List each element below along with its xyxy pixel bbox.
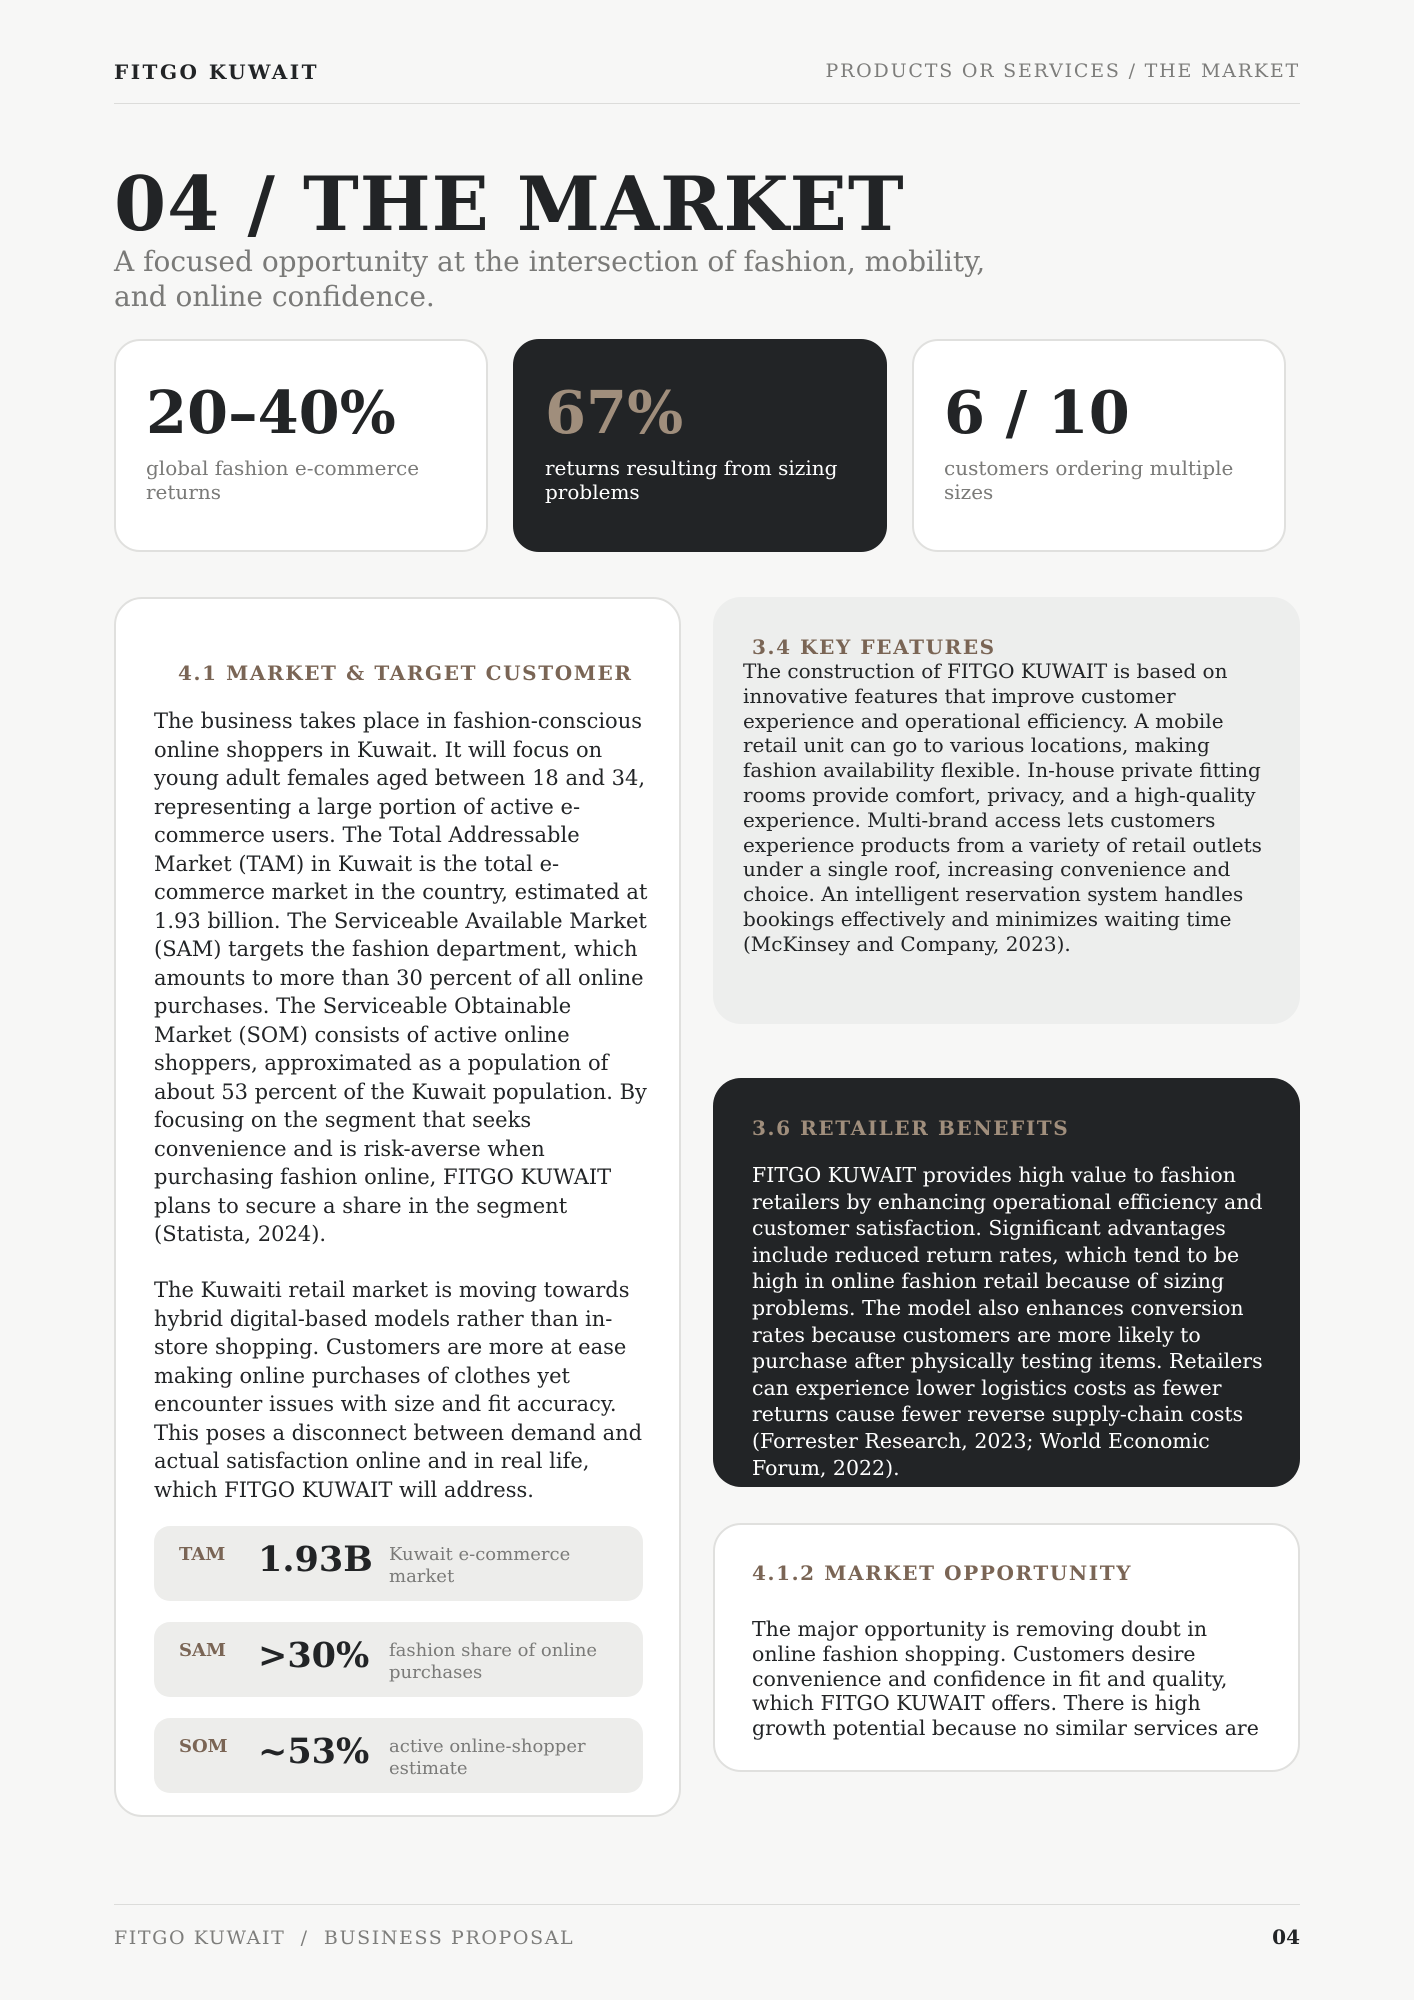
page-footer [114, 1904, 1300, 1949]
stat-card-multiple-sizes [912, 339, 1286, 552]
stat-card-returns [114, 339, 488, 552]
retailer-benefits-card [713, 1078, 1300, 1487]
metric-row-sam [154, 1622, 643, 1697]
metric-key: SAM [179, 1640, 226, 1661]
metric-value: >30% [258, 1635, 370, 1676]
metric-row-tam [154, 1526, 643, 1601]
brand-name: FITGO KUWAIT [114, 60, 319, 84]
market-paragraph-2: The Kuwaiti retail market is moving towards hybrid digital-based models rather than in-store shopping. Customers are more at ease making online purchases of clothes yet encounter issues with size and fit accuracy. This poses a disconnect between demand and actual satisfaction online and in real life, which FITGO KUWAIT will address. [154, 1278, 643, 1502]
stat-value: 20–40% [146, 378, 396, 447]
section-heading: 3.4 KEY FEATURES [752, 635, 996, 659]
page-number: 04 [1272, 1925, 1300, 1949]
breadcrumb: PRODUCTS OR SERVICES / THE MARKET [825, 60, 1300, 82]
section-heading: 3.6 RETAILER BENEFITS [752, 1116, 1070, 1140]
page-header [114, 60, 1300, 104]
market-paragraph-1: The business takes place in fashion-conscious online shoppers in Kuwait. It will focus on young adult females aged between 18 and 34, representing a large portion of active e-commerce users. The Total Addressable Market (TAM) in Kuwait is the total e-commerce market in the country, estimated at 1.93 billion. The Serviceable Available Market (SAM) targets the fashion department, which amounts to more than 30 percent of all online purchases. The Serviceable Obtainable Market (SOM) consists of active online shoppers, approximated as a population of about 53 percent of the Kuwait population. By focusing on the segment that seeks convenience and is risk-averse when purchasing fashion online, FITGO KUWAIT plans to secure a share in the segment (Statista, 2024). [154, 709, 648, 1246]
stat-card-sizing [513, 339, 887, 552]
section-heading: 4.1 MARKET & TARGET CUSTOMER [178, 661, 633, 685]
benefits-body: FITGO KUWAIT provides high value to fashion retailers by enhancing operational efficiency and customer satisfaction. Significant advantages include reduced return rates, which tend to be high in online fashion retail because of sizing problems. The model also enhances conversion rates because customers are more likely to purchase after physically testing items. Retailers can experience lower logistics costs as fewer returns cause fewer reverse supply-chain costs (Forrester Research, 2023; World Economic Forum, 2022). [752, 1163, 1263, 1480]
metric-description: Kuwait e-commerce market [389, 1544, 571, 1587]
stat-label: customers ordering multiple sizes [944, 455, 1234, 504]
footer-label: FITGO KUWAIT / BUSINESS PROPOSAL [114, 1927, 575, 1949]
metric-row-som [154, 1718, 643, 1793]
page-title: 04 / THE MARKET [114, 160, 905, 248]
page-subtitle: A focused opportunity at the intersection of fashion, mobility, and online confidence. [114, 245, 986, 313]
metric-description: fashion share of online purchases [389, 1640, 598, 1683]
metric-key: TAM [179, 1544, 226, 1565]
metric-key: SOM [179, 1736, 228, 1757]
opportunity-body: The major opportunity is removing doubt in online fashion shopping. Customers desire convenience and confidence in fit and quality, which FITGO KUWAIT offers. There is high growth potential because no similar services are [752, 1617, 1259, 1741]
features-body: The construction of FITGO KUWAIT is based on innovative features that improve customer experience and operational efficiency. A mobile retail unit can go to various locations, making fashion availability flexible. In-house private fitting rooms provide comfort, privacy, and a high-quality experience. Multi-brand access lets customers experience products from a variety of retail outlets under a single roof, increasing convenience and choice. An intelligent reservation system handles bookings effectively and minimizes waiting time (McKinsey and Company, 2023). [743, 659, 1262, 956]
market-opportunity-card [713, 1523, 1300, 1772]
metric-value: 1.93B [258, 1539, 373, 1580]
metric-value: ~53% [258, 1731, 370, 1772]
section-heading: 4.1.2 MARKET OPPORTUNITY [752, 1561, 1133, 1585]
stat-value: 67% [545, 378, 684, 447]
stat-label: global fashion e-commerce returns [146, 455, 420, 504]
market-target-customer-card [114, 597, 681, 1817]
metric-description: active online-shopper estimate [389, 1736, 586, 1779]
stat-value: 6 / 10 [944, 378, 1130, 447]
stat-label: returns resulting from sizing problems [545, 455, 838, 504]
key-features-card [713, 597, 1300, 1024]
